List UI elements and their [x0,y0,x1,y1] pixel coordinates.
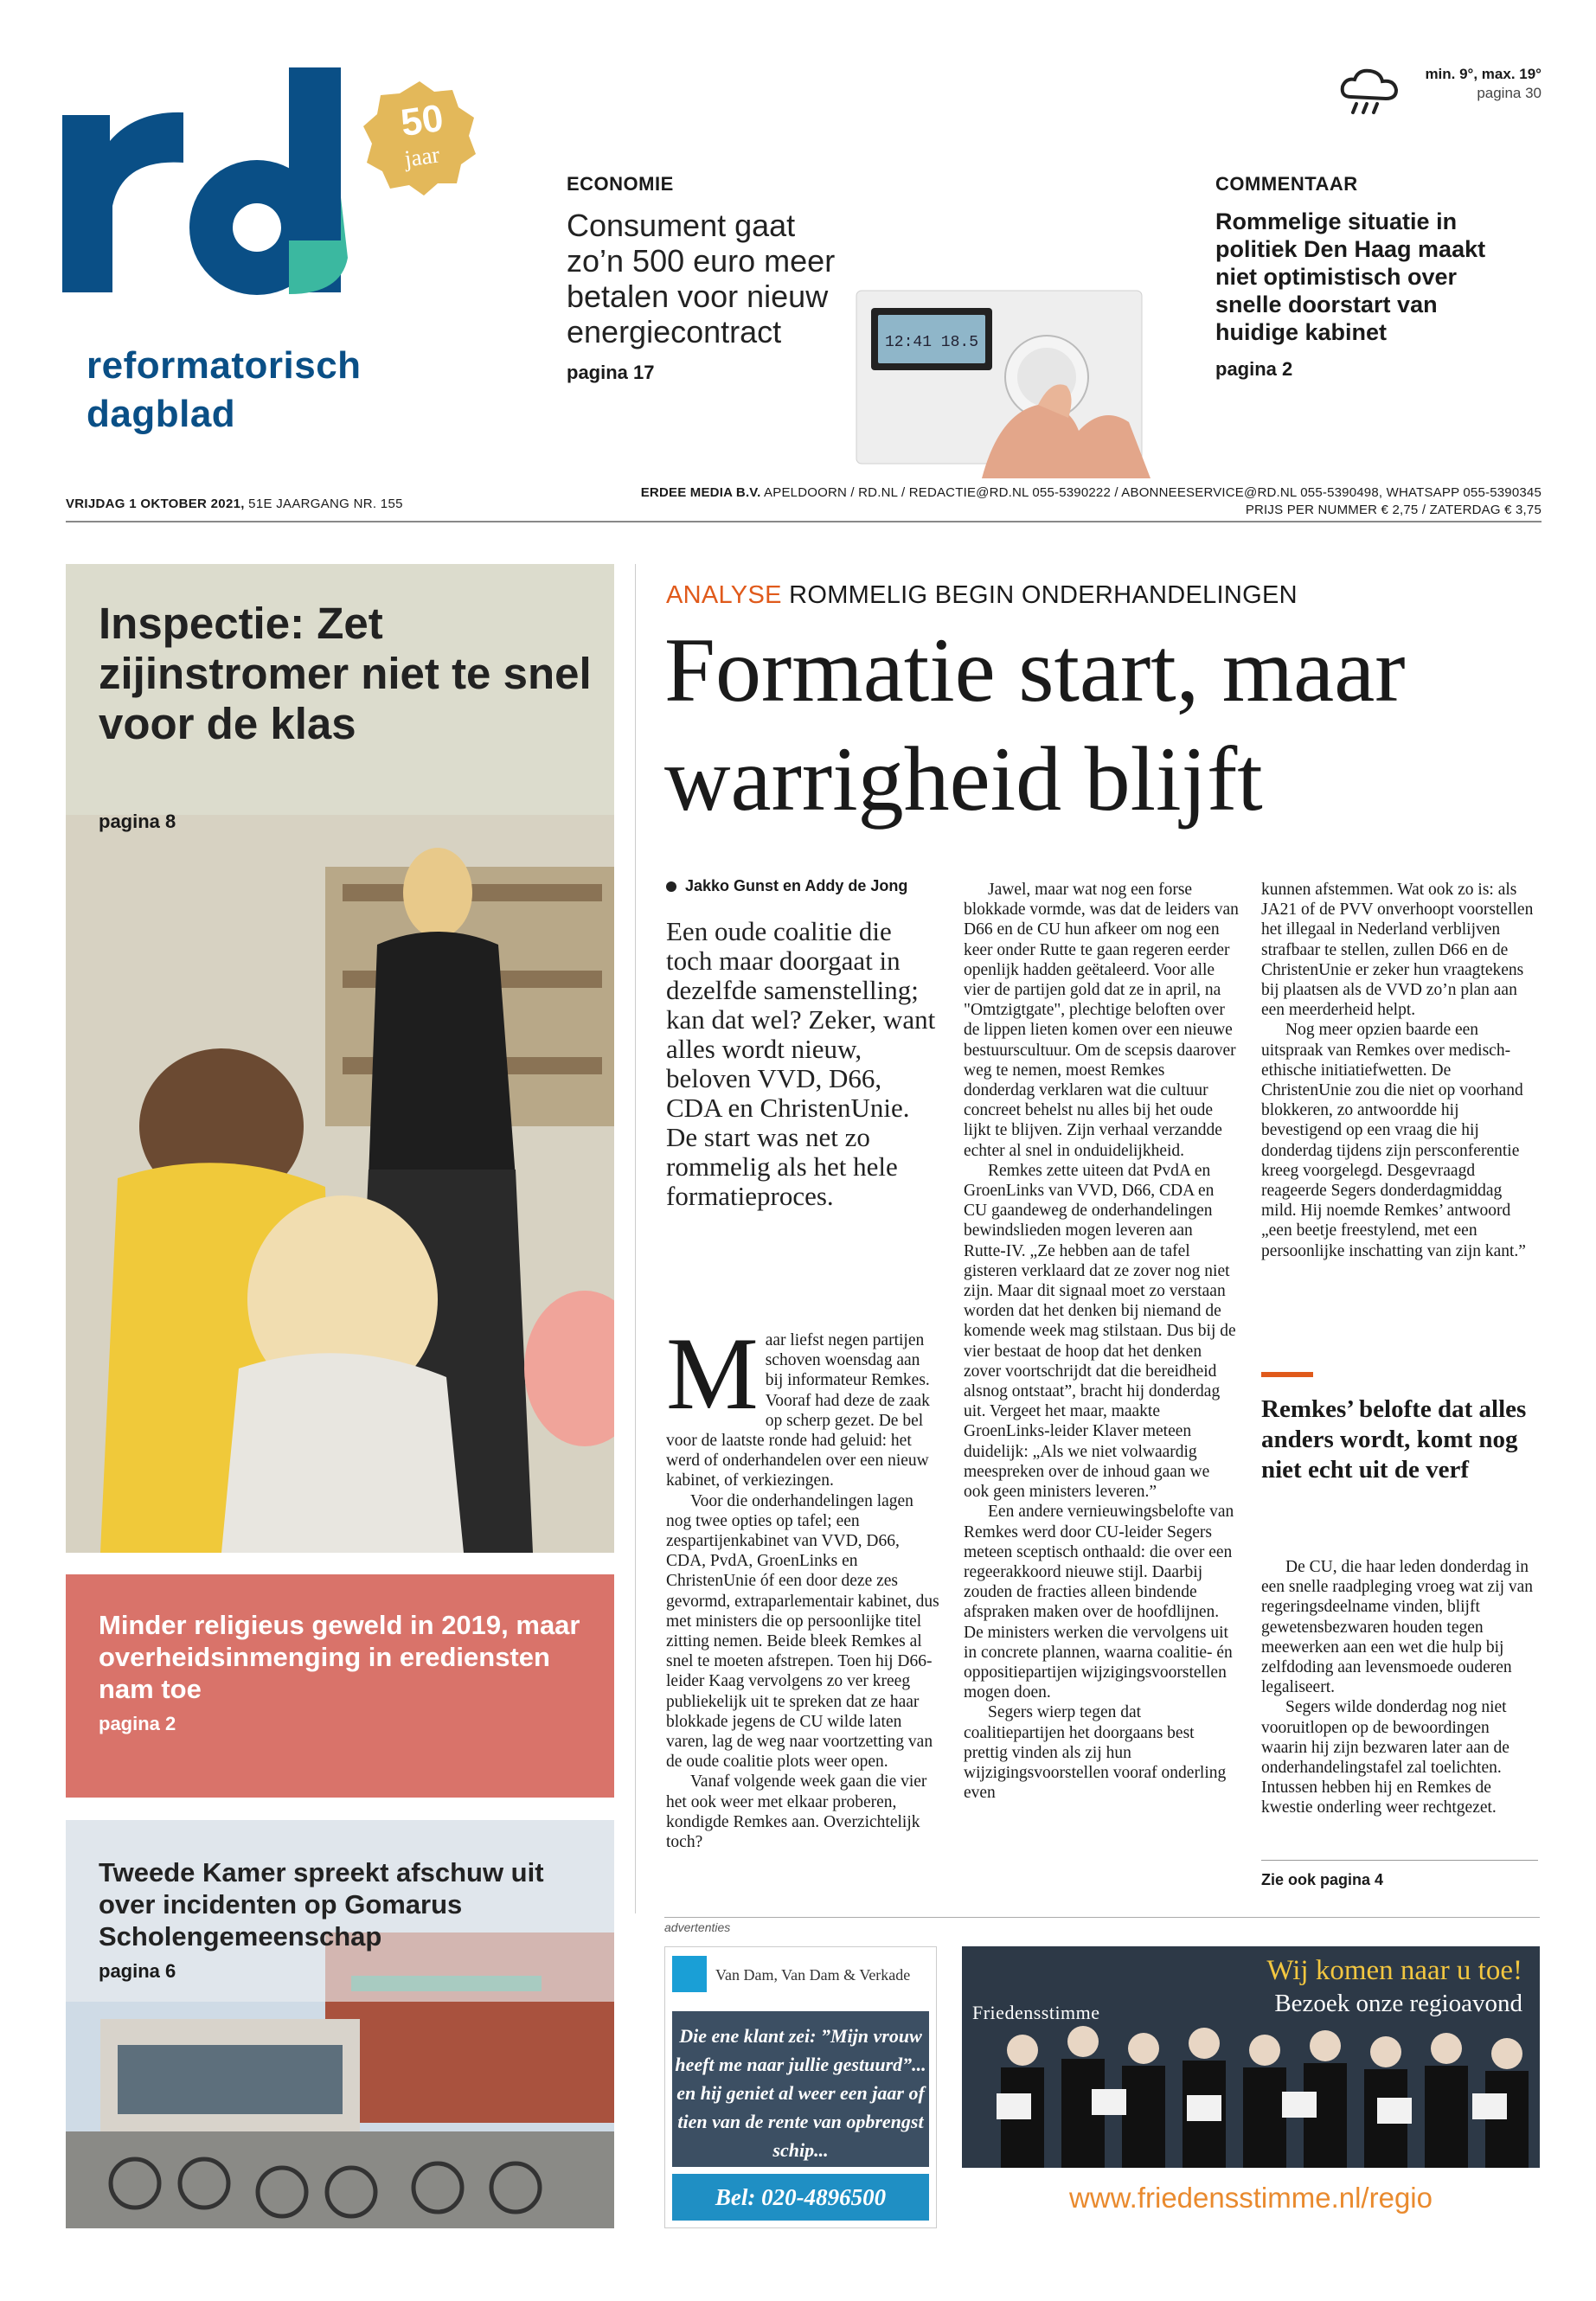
classroom-photo [66,815,614,1553]
publisher-info: ERDEE MEDIA B.V. APELDOORN / RD.NL / REDACTIE@RD.NL 055-5390222 / ABONNEESERVICE@RD.NL 055-5390498, WHATSAPP 055-5390345 PRIJS PER NUMMER € 2,75 / ZATERDAG € 3,75 [640,485,1542,517]
column-divider [635,564,636,1913]
brand-line-1: reformatorisch [87,344,362,387]
paragraph: De CU, die haar leden donderdag in een snelle raadpleging vroeg wat zij van regeringsdeelname vinden, blijft gewetensbezwaren houden tegen meewerken aan een wet die hulp bij zelfdoding aan levensmoede ouderen legaliseert. [1261,1558,1534,1697]
teaser-headline: Consument gaat zo’n 500 euro meer betalen voor nieuw energiecontract [567,208,836,349]
paragraph: Een andere vernieuwingsbelofte van Remkes werd door CU-leider Segers meteen sceptisch onthaald: die over een regeerakkoord nieuwe stijl. Daarbij zouden de fracties alleen bindende afspraken maken over de hoofdlijnen. De ministers werken die vervolgens uit in concrete plannen, waarna coalitie- én oppositiepartijen wijzigingsvoorstellen mogen doen. [964,1503,1234,1702]
article-column-1 [666,1316,941,1852]
byline-bullet-icon [666,881,676,892]
teaser-page: pagina 6 [99,1960,176,1982]
teaser-headline: Minder religieus geweld in 2019, maar overheidsinmenging in erediensten nam toe [99,1610,580,1704]
paragraph: Jawel, maar wat nog een forse blokkade vormde, was dat de leiders van D66 en de CU hun afkeer om nog een keer onder Rutte te gaan regeren eerder openlijk hadden geëtaleerd. Voor alle vier de partijen gold dat ze in april, na "Omtzigtgate", plechtige beloften over de lippen lieten komen over een nieuwe bestuurscultuur. Om de scepsis daarover weg te nemen, moest Remkes donderdag verklaren wat die cultuur concreet behelst nu alles bij het oude lijkt te blijven. Zijn verhaal verzandde echter al snel in onduidelijkheid. [964,881,1239,1160]
byline [666,877,907,895]
teaser-page: pagina 17 [567,362,655,383]
teaser-kicker: ECONOMIE [567,173,674,195]
ad-brand-name: Friedensstimme [972,2002,1100,2023]
dropcap: M [666,1316,759,1431]
teaser-headline: Rommelige situatie in politiek Den Haag maakt niet optimistisch over snelle doorstart van huidige kabinet [1215,208,1486,345]
article-intro: Een oude coalitie die toch maar doorgaat in dezelfde samenstelling; kan dat wel? Zeker, want alles wordt nieuw, beloven VVD, D66, CDA en ChristenUnie. De start was net zo rommelig als het hele formatieproces. [666,916,936,1211]
ad-friedensstimme[interactable] [962,1946,1540,2228]
see-also-link[interactable]: Zie ook pagina 4 [1261,1860,1538,1889]
teaser-page: pagina 2 [99,1713,176,1734]
firm-logo-icon [672,1956,707,1992]
kicker-topic: ROMMELIG BEGIN ONDERHANDELINGEN [781,581,1298,609]
weather-page: pagina 30 [1477,85,1542,101]
date-bar [66,484,1542,522]
teaser-box-gomarus[interactable] [66,1820,614,2228]
byline-authors: Jakko Gunst en Addy de Jong [685,877,908,894]
rd-logo [62,67,408,327]
ad-quote: Die ene klant zei: ”Mijn vrouw heeft me naar jullie gestuurd”... en hij geniet al weer een jaar of tien van de rente van opbrengst schip... [672,2011,929,2167]
ad-phone: Bel: 020-4896500 [672,2174,929,2221]
paragraph: Segers wilde donderdag nog niet vooruitlopen op de bewoordingen waarin hij zijn bezwaren later aan de onderhandelingstafel zal toelichten. Intussen hebben hij en Remkes de kwestie onderling weer rechtgezet. [1261,1698,1509,1817]
teaser-headline: Inspectie: Zet zijinstromer niet te snel voor de klas [99,599,592,748]
kicker-label: ANALYSE [666,581,782,609]
pullquote-accent-bar [1261,1372,1313,1377]
teaser-commentaar[interactable] [1215,173,1527,381]
paragraph: aar liefst negen partijen schoven woensdag aan bij informateur Remkes. Vooraf had deze de zaak op scherp gezet. De bel voor de laatste ronde had geluid: het werd of onderhandelen over een nieuw kabinet, of verkiezingen. [666,1331,930,1490]
thermostat-display: 12:41 18.5 [884,334,979,351]
ads-divider [664,1917,1540,1918]
teaser-box-inspectie[interactable] [66,564,614,1553]
article-kicker [666,581,1298,610]
ads-label: advertenties [664,1920,731,1934]
paragraph: Voor die onderhandelingen lagen nog twee opties op tafel; een zespartijenkabinet van VVD, D66, CDA, PvdA, GroenLinks en ChristenUnie óf een door deze zes gevormd, extraparlementair kabinet, dus met ministers die op persoonlijke titel zitting nemen. Beide bleek Remkes al snel te moeten afstrepen. Toen hij D66-leider Kaag vervolgens zo ver kreeg publiekelijk uit te spreken dat ze haar blokkade jegens de CU wilde laten varen, lag de weg naar voortzetting van de oude coalitie plots weer open. [666,1491,939,1772]
paragraph: Nog meer opzien baarde een uitspraak van Remkes over medisch-ethische initiatiefwetten. De ChristenUnie zou die niet op voorhand blokkeren, zo antwoordde hij bevestigend op een vraag die hij donderdag tijdens zijn persconferentie kreeg voorgelegd. Desgevraagd reageerde Segers donderdagmiddag mild. Hij noemde Remkes’ antwoord „een beetje freestylend, met een persoonlijke inschatting van zijn kant.” [1261,1021,1526,1260]
ad-url[interactable]: www.friedensstimme.nl/regio [962,2168,1540,2228]
article-column-2 [964,880,1239,1803]
article-headline: Formatie start, maar warrigheid blijft [664,619,1406,830]
weather-temps: min. 9°, max. 19° [1425,66,1542,82]
teaser-page: pagina 8 [99,811,176,832]
paragraph: kunnen afstemmen. Wat ook zo is: als JA21 of de PVV onverhoopt voorstellen het illegaal in Nederland verblijven strafbaar te stellen, zullen D66 en de ChristenUnie er zeker hun vraagtekens bij plaatsen als de VVD zo’n plan aan een meerderheid helpt. [1261,881,1534,1020]
teaser-kicker: COMMENTAAR [1215,173,1358,195]
ad-line-1: Wij komen naar u toe! [1266,1955,1522,1986]
weather-box [1425,66,1542,102]
badge-word: jaar [402,141,442,172]
brand-line-2: dagblad [87,393,236,435]
brand-name[interactable] [87,342,362,439]
article-column-3-continued [1261,1557,1536,1818]
ad-van-dam[interactable] [664,1946,937,2228]
ad-line-2: Bezoek onze regioavond [1274,1990,1522,2017]
thermostat-photo [852,275,1151,478]
article-column-3 [1261,880,1536,1261]
paragraph: Vanaf volgende week gaan die vier het ook weer met elkaar proberen, kondigde Remkes aan. Overzichtelijk toch? [666,1772,927,1852]
teaser-page: pagina 2 [1215,358,1293,380]
badge-number: 50 [398,96,446,145]
rain-cloud-icon [1339,66,1400,118]
paragraph: Remkes zette uiteen dat PvdA en GroenLinks van VVD, D66, CDA en CU gaandeweg de onderhandelingen bewindslieden mogen leveren aan Rutte-IV. „Ze hebben aan de tafel gisteren verklaard dat ze zover nog niet zijn. Maar dit signaal moet zo verstaan worden dat het denken bij niemand de komende week mag stilstaan. Dus bij de vier bestaat de hoop dat het denken zover voortschrijdt dat die bereidheid alsnog ontstaat”, bracht hij donderdag uit. Vergeet het maar, maakte GroenLinks-leider Klaver meteen duidelijk: „Als we niet volwaardig meespreken over de inhoud gaan we ook geen ministers leveren.” [964,1161,1236,1502]
teaser-headline: Tweede Kamer spreekt afschuw uit over incidenten op Gomarus Scholengemeenschap [99,1857,544,1952]
teaser-box-religieus-geweld[interactable] [66,1574,614,1798]
pullquote: Remkes’ belofte dat alles anders wordt, komt nog niet echt uit de verf [1261,1395,1527,1484]
ad-firm-name: Van Dam, Van Dam & Verkade [715,1966,911,1984]
issue-date: VRIJDAG 1 OKTOBER 2021, 51E JAARGANG NR. 155 [66,497,403,511]
teaser-economie[interactable] [567,173,861,384]
paragraph: Segers wierp tegen dat coalitiepartijen het doorgaans best prettig vinden als zij hun wijzigingsvoorstellen vooraf onderling even [964,1703,1227,1803]
